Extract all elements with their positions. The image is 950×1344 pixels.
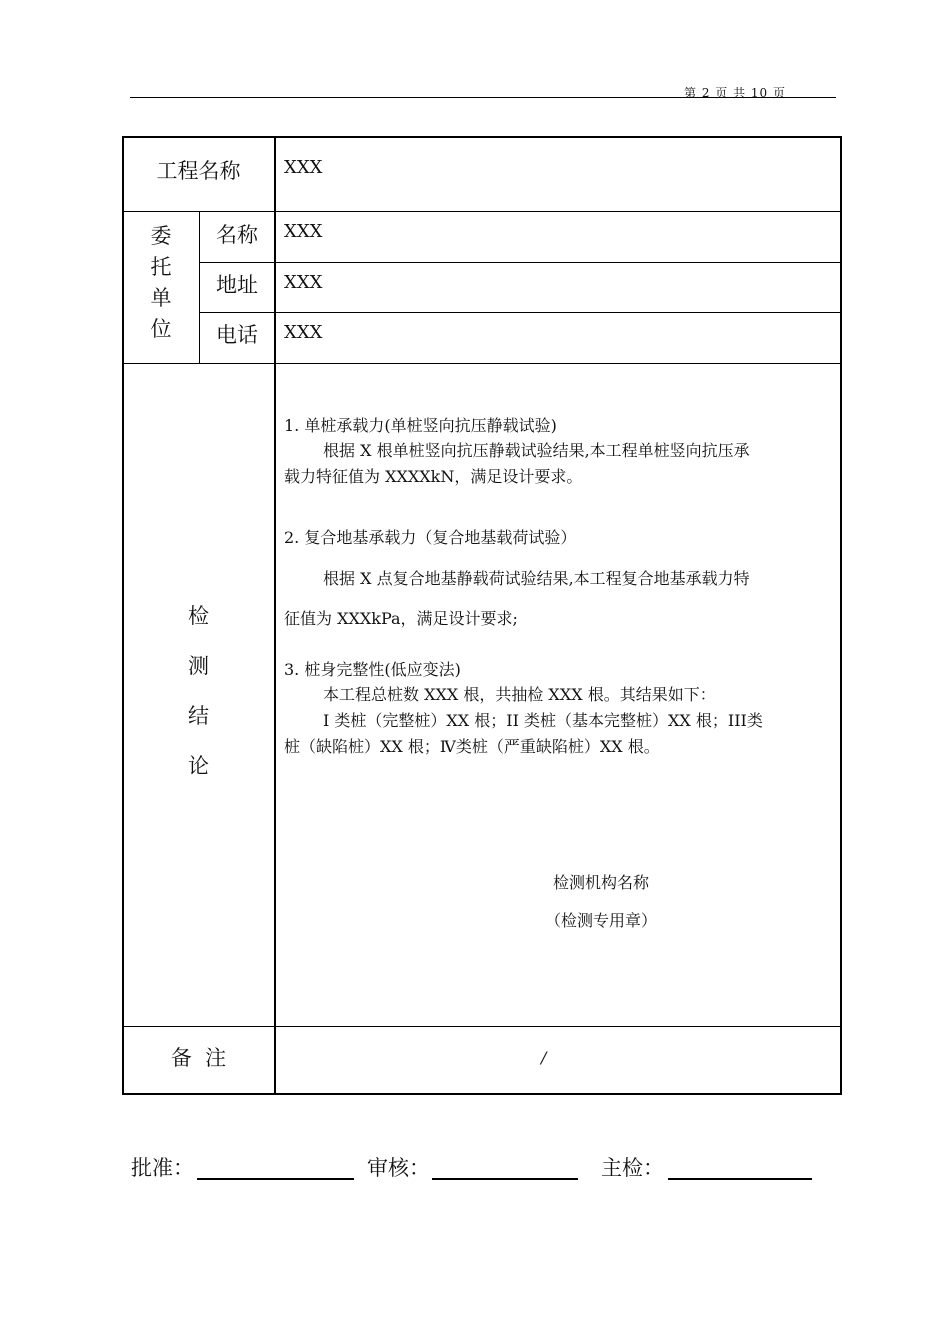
item1-line2: 载力特征值为 XXXXkN，满足设计要求。 [284, 467, 583, 486]
row-divider-address [199, 312, 841, 313]
client-phone-label: 电话 [216, 323, 258, 347]
item1-title: 1. 单桩承载力(单桩竖向抗压静载试验) [284, 416, 557, 435]
conclusion-label [123, 600, 274, 800]
organization-seal: （检测专用章） [545, 911, 658, 930]
item2-line2: 征值为 XXXkPa，满足设计要求; [284, 609, 518, 628]
client-label-char: 位 [150, 317, 172, 341]
item3-line3: 桩（缺陷桩）XX 根；Ⅳ类桩（严重缺陷桩）XX 根。 [284, 737, 660, 756]
client-label [123, 220, 199, 344]
conclusion-label-char: 测 [188, 654, 209, 678]
client-phone-value: XXX [284, 322, 323, 343]
inspector-label: 主检： [601, 1156, 664, 1180]
item3-line2: I 类桩（完整桩）XX 根；II 类桩（基本完整桩）XX 根；III类 [323, 711, 763, 730]
table-border-top [122, 136, 842, 138]
item2-line1: 根据 X 点复合地基静载荷试验结果,本工程复合地基承载力特 [323, 569, 750, 588]
client-address-label: 地址 [216, 273, 258, 297]
table-border-bottom [122, 1093, 842, 1095]
row-divider-project [122, 211, 842, 212]
row-divider-name [199, 262, 841, 263]
review-label: 审核： [367, 1156, 430, 1180]
inspector-signature-line[interactable] [668, 1178, 812, 1180]
client-label-char: 单 [150, 286, 172, 310]
approve-label: 批准： [131, 1156, 194, 1180]
project-label: 工程名称 [156, 159, 241, 183]
client-name-label: 名称 [216, 223, 258, 247]
row-divider-conclusion [122, 1026, 842, 1027]
conclusion-label-char: 论 [188, 754, 209, 778]
item2-title: 2. 复合地基承载力（复合地基载荷试验） [284, 528, 577, 547]
header-rule [130, 97, 836, 98]
review-signature-line[interactable] [432, 1178, 578, 1180]
page-number: 第 2 页 共 10 页 [684, 86, 786, 100]
organization-name: 检测机构名称 [553, 873, 650, 892]
table-border-right [840, 136, 842, 1094]
item1-line1: 根据 X 根单桩竖向抗压静载试验结果,本工程单桩竖向抗压承 [323, 441, 750, 460]
remarks-label: 备 注 [170, 1046, 227, 1070]
client-label-char: 托 [150, 255, 172, 279]
table-divider-vertical [274, 136, 276, 1094]
remarks-value: / [541, 1048, 547, 1067]
client-name-value: XXX [284, 221, 323, 242]
client-address-value: XXX [284, 272, 323, 293]
item3-title: 3. 桩身完整性(低应变法) [284, 660, 461, 679]
row-divider-client [122, 363, 842, 364]
conclusion-label-char: 结 [188, 704, 209, 728]
item3-line1: 本工程总桩数 XXX 根，共抽检 XXX 根。其结果如下： [323, 685, 716, 704]
client-label-char: 委 [150, 224, 172, 248]
conclusion-label-char: 检 [188, 604, 209, 628]
approve-signature-line[interactable] [197, 1178, 354, 1180]
project-value: XXX [284, 157, 323, 178]
